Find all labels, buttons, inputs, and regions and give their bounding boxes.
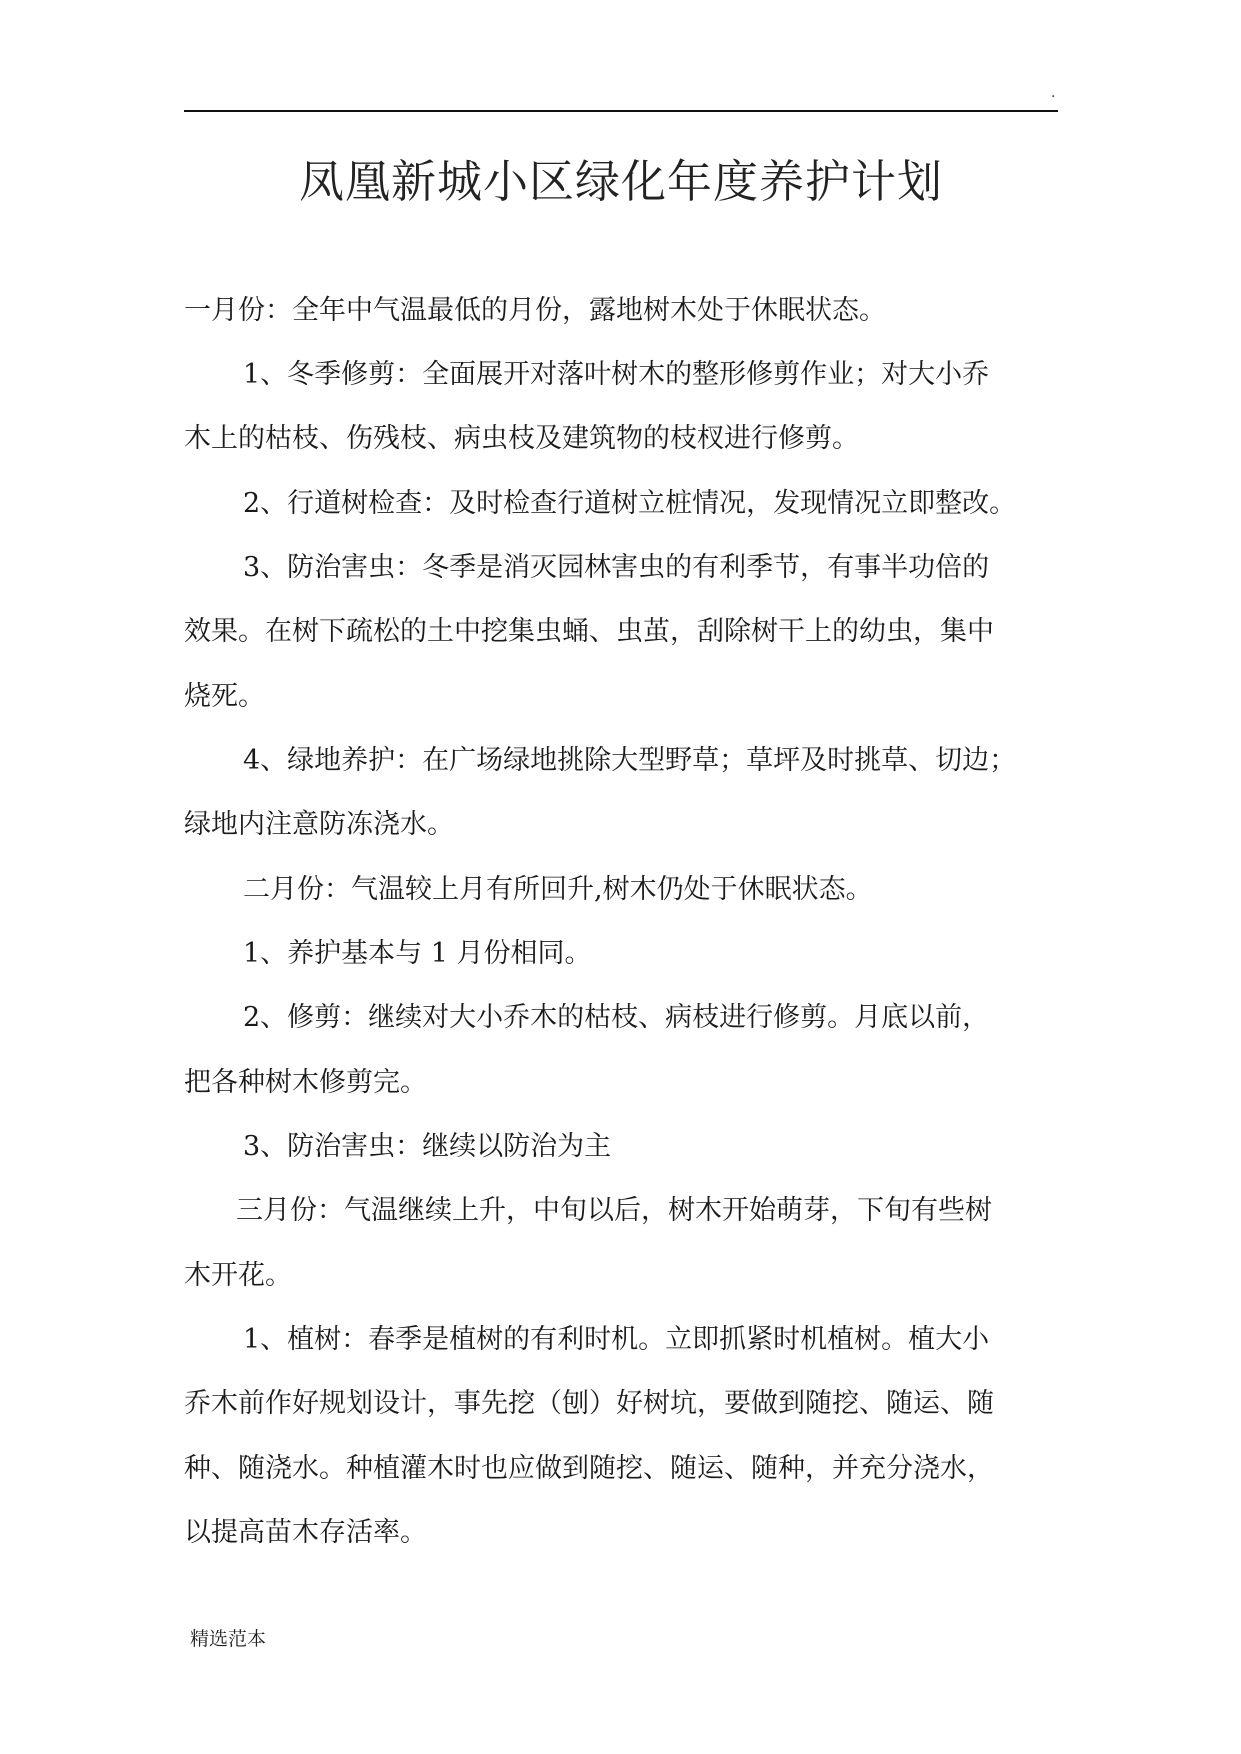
- paragraph-line: 3、防治害虫：继续以防治为主: [243, 1131, 612, 1162]
- paragraph-line: 木开花。: [184, 1260, 292, 1291]
- paragraph-line: 2、修剪：继续对大小乔木的枯枝、病枝进行修剪。月底以前，: [243, 1002, 990, 1033]
- paragraph-line: 烧死。: [184, 681, 265, 712]
- paragraph-line: 二月份：气温较上月有所回升,树木仍处于休眠状态。: [243, 874, 873, 905]
- paragraph-line: 3、防治害虫：冬季是消灭园林害虫的有利季节，有事半功倍的: [243, 552, 990, 583]
- paragraph-line: 把各种树木修剪完。: [184, 1067, 427, 1098]
- header-dot: .: [1051, 85, 1056, 101]
- paragraph-line: 乔木前作好规划设计，事先挖（刨）好树坑，要做到随挖、随运、随: [184, 1388, 994, 1419]
- paragraph-line: 以提高苗木存活率。: [184, 1517, 427, 1548]
- paragraph-line: 木上的枯枝、伤残枝、病虫枝及建筑物的枝杈进行修剪。: [184, 423, 859, 454]
- paragraph-line: 1、养护基本与 1 月份相同。: [243, 938, 592, 969]
- paragraph-line: 效果。在树下疏松的土中挖集虫蛹、虫茧，刮除树干上的幼虫，集中: [184, 616, 994, 647]
- paragraph-line: 绿地内注意防冻浇水。: [184, 809, 454, 840]
- paragraph-line: 2、行道树检查：及时检查行道树立桩情况，发现情况立即整改。: [243, 488, 1017, 519]
- paragraph-line: 一月份：全年中气温最低的月份，露地树木处于休眠状态。: [184, 295, 886, 326]
- header-rule: [184, 110, 1058, 112]
- paragraph-line: 三月份：气温继续上升，中旬以后，树木开始萌芽，下旬有些树: [236, 1195, 992, 1226]
- footer-label: 精选范本: [190, 1628, 267, 1650]
- paragraph-line: 种、随浇水。种植灌木时也应做到随挖、随运、随种，并充分浇水，: [184, 1453, 994, 1484]
- paragraph-line: 1、植树：春季是植树的有利时机。立即抓紧时机植树。植大小: [243, 1324, 990, 1355]
- paragraph-line: 1、冬季修剪：全面展开对落叶树木的整形修剪作业；对大小乔: [243, 359, 990, 390]
- paragraph-line: 4、绿地养护：在广场绿地挑除大型野草；草坪及时挑草、切边；: [243, 745, 1017, 776]
- document-title: 凤凰新城小区绿化年度养护计划: [298, 155, 943, 208]
